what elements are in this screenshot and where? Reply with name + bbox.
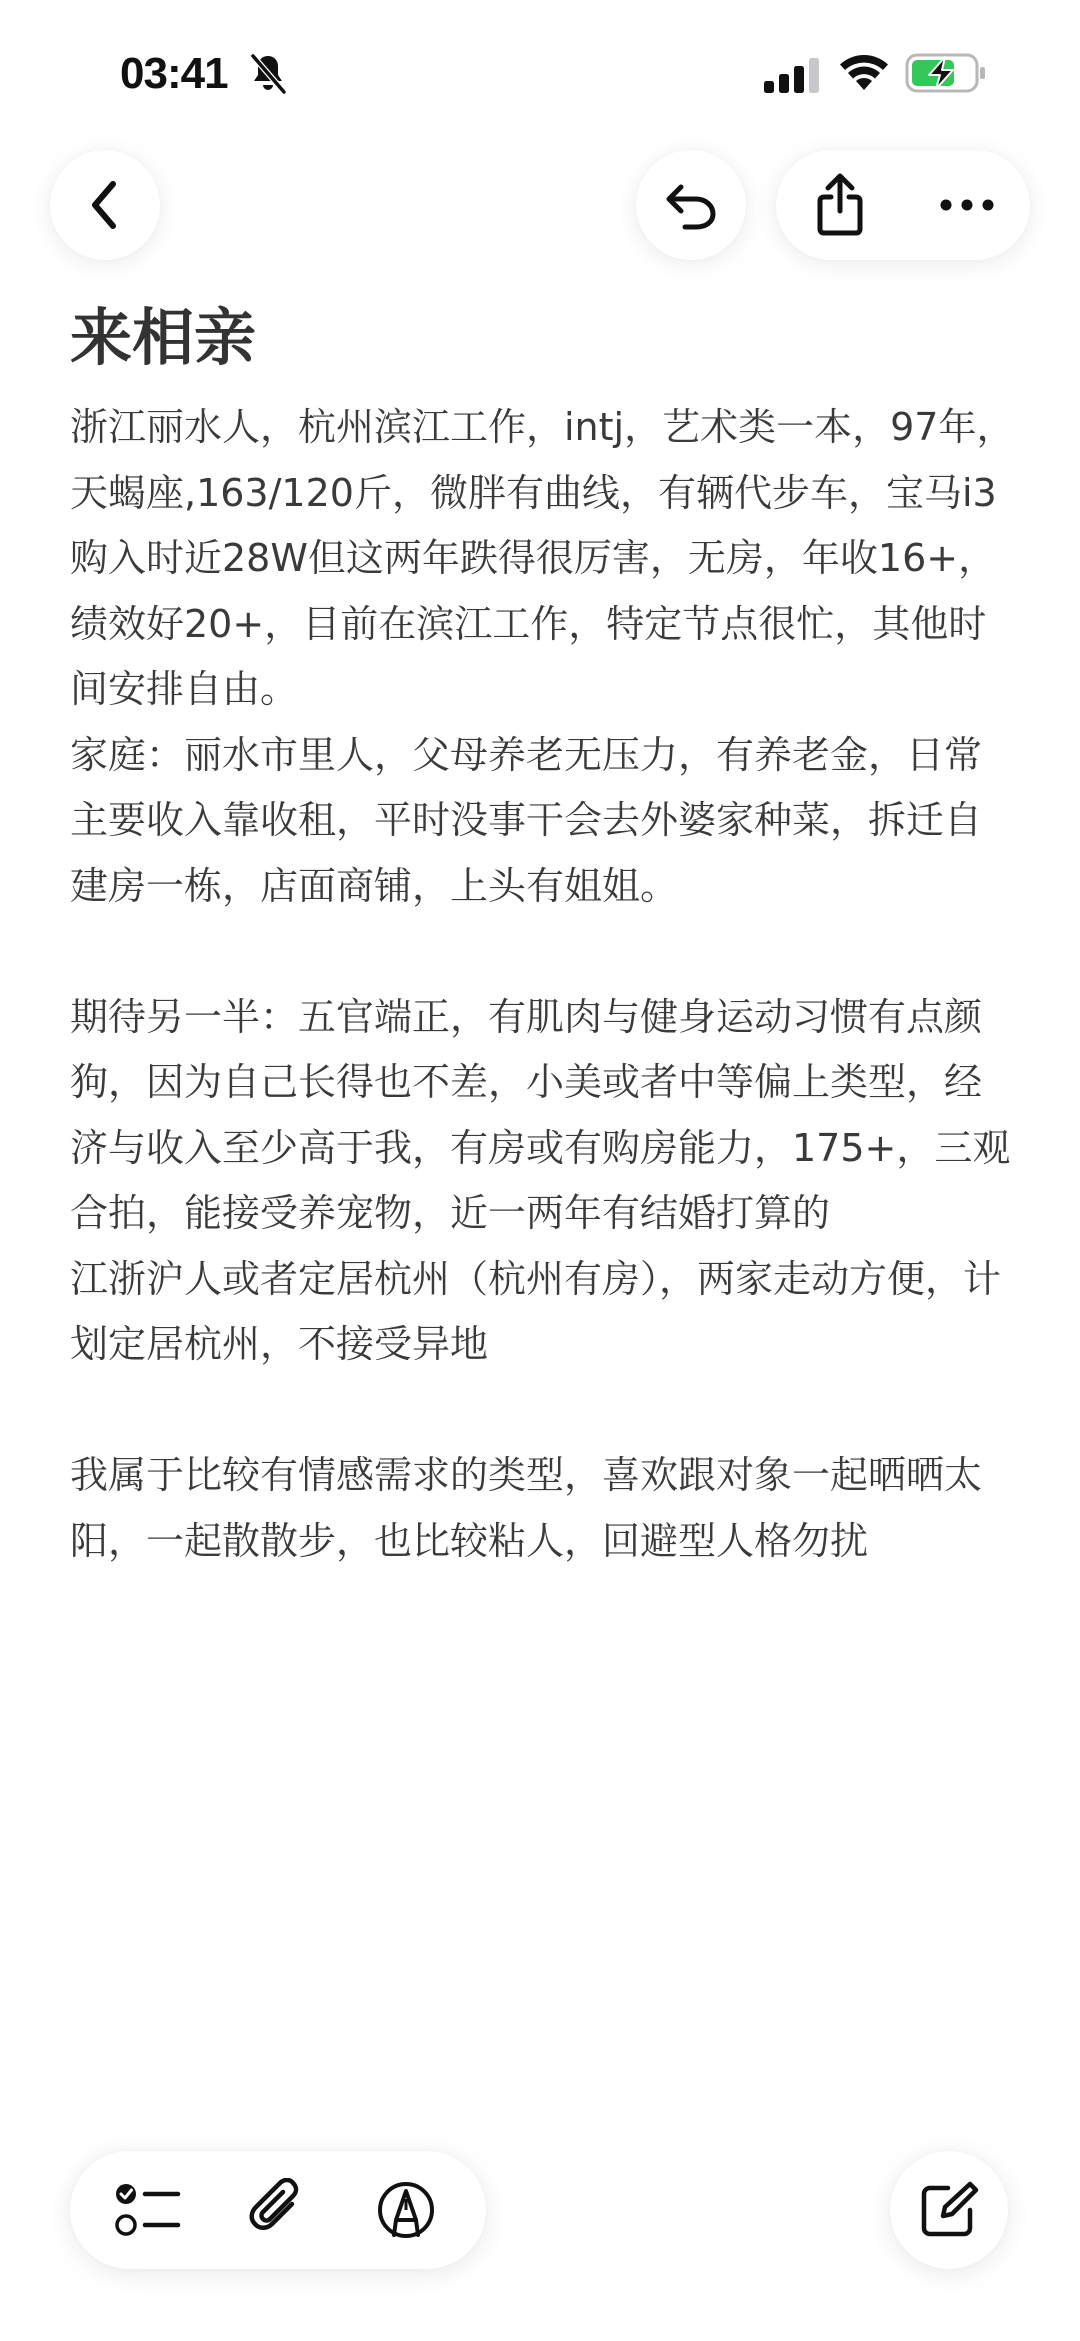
compose-button[interactable] [890, 2151, 1008, 2269]
undo-button[interactable] [636, 150, 746, 260]
empty-line [70, 919, 1015, 985]
note-body[interactable] [70, 395, 1015, 1574]
checklist-icon [115, 2181, 181, 2239]
note-paragraph: 浙江丽水人，杭州滨江工作，intj，艺术类一本，97年，天蝎座,163/120斤，微胖有曲线，有辆代步车，宝马i3购入时近28W但这两年跌得很厉害，无房，年收16+，绩效好20+，目前在滨江工作，特定节点很忙，其他时间安排自由。 [70, 405, 1015, 711]
checklist-button[interactable] [90, 2151, 206, 2269]
ellipsis-icon [939, 198, 995, 212]
wifi-icon [839, 54, 889, 92]
more-button[interactable] [903, 150, 1030, 260]
cellular-signal-icon [764, 57, 820, 93]
pen-markup-icon [376, 2180, 436, 2240]
back-button[interactable] [50, 150, 160, 260]
note-paragraph: 期待另一半：五官端正，有肌肉与健身运动习惯有点颜狗，因为自己长得也不差，小美或者中等偏上类型，经济与收入至少高于我，有房或有购房能力，175+，三观合拍，能接受养宠物，近一两年有结婚打算的 [70, 994, 1011, 1235]
paperclip-icon [248, 2178, 308, 2242]
battery-charging-icon [905, 52, 987, 94]
bell-slash-icon [248, 52, 288, 96]
undo-icon [663, 179, 719, 231]
note-title[interactable]: 来相亲 [70, 301, 257, 374]
share-more-group [776, 150, 1030, 260]
share-button[interactable] [776, 150, 903, 260]
note-paragraph: 我属于比较有情感需求的类型，喜欢跟对象一起晒晒太阳，一起散散步，也比较粘人，回避型人格勿扰 [70, 1453, 983, 1563]
bottom-toolbar [70, 2151, 486, 2269]
share-icon [814, 173, 866, 237]
status-time: 03:41 [120, 49, 228, 98]
chevron-left-icon [85, 178, 125, 232]
empty-line [70, 1378, 1015, 1444]
note-paragraph: 家庭：丽水市里人，父母养老无压力，有养老金，日常主要收入靠收租，平时没事干会去外婆家种菜，拆迁自建房一栋，店面商铺，上头有姐姐。 [70, 732, 983, 908]
compose-icon [918, 2180, 980, 2240]
attach-button[interactable] [220, 2151, 336, 2269]
note-paragraph: 江浙沪人或者定居杭州（杭州有房），两家走动方便，计划定居杭州，不接受异地 [70, 1256, 1002, 1366]
markup-button[interactable] [348, 2151, 464, 2269]
